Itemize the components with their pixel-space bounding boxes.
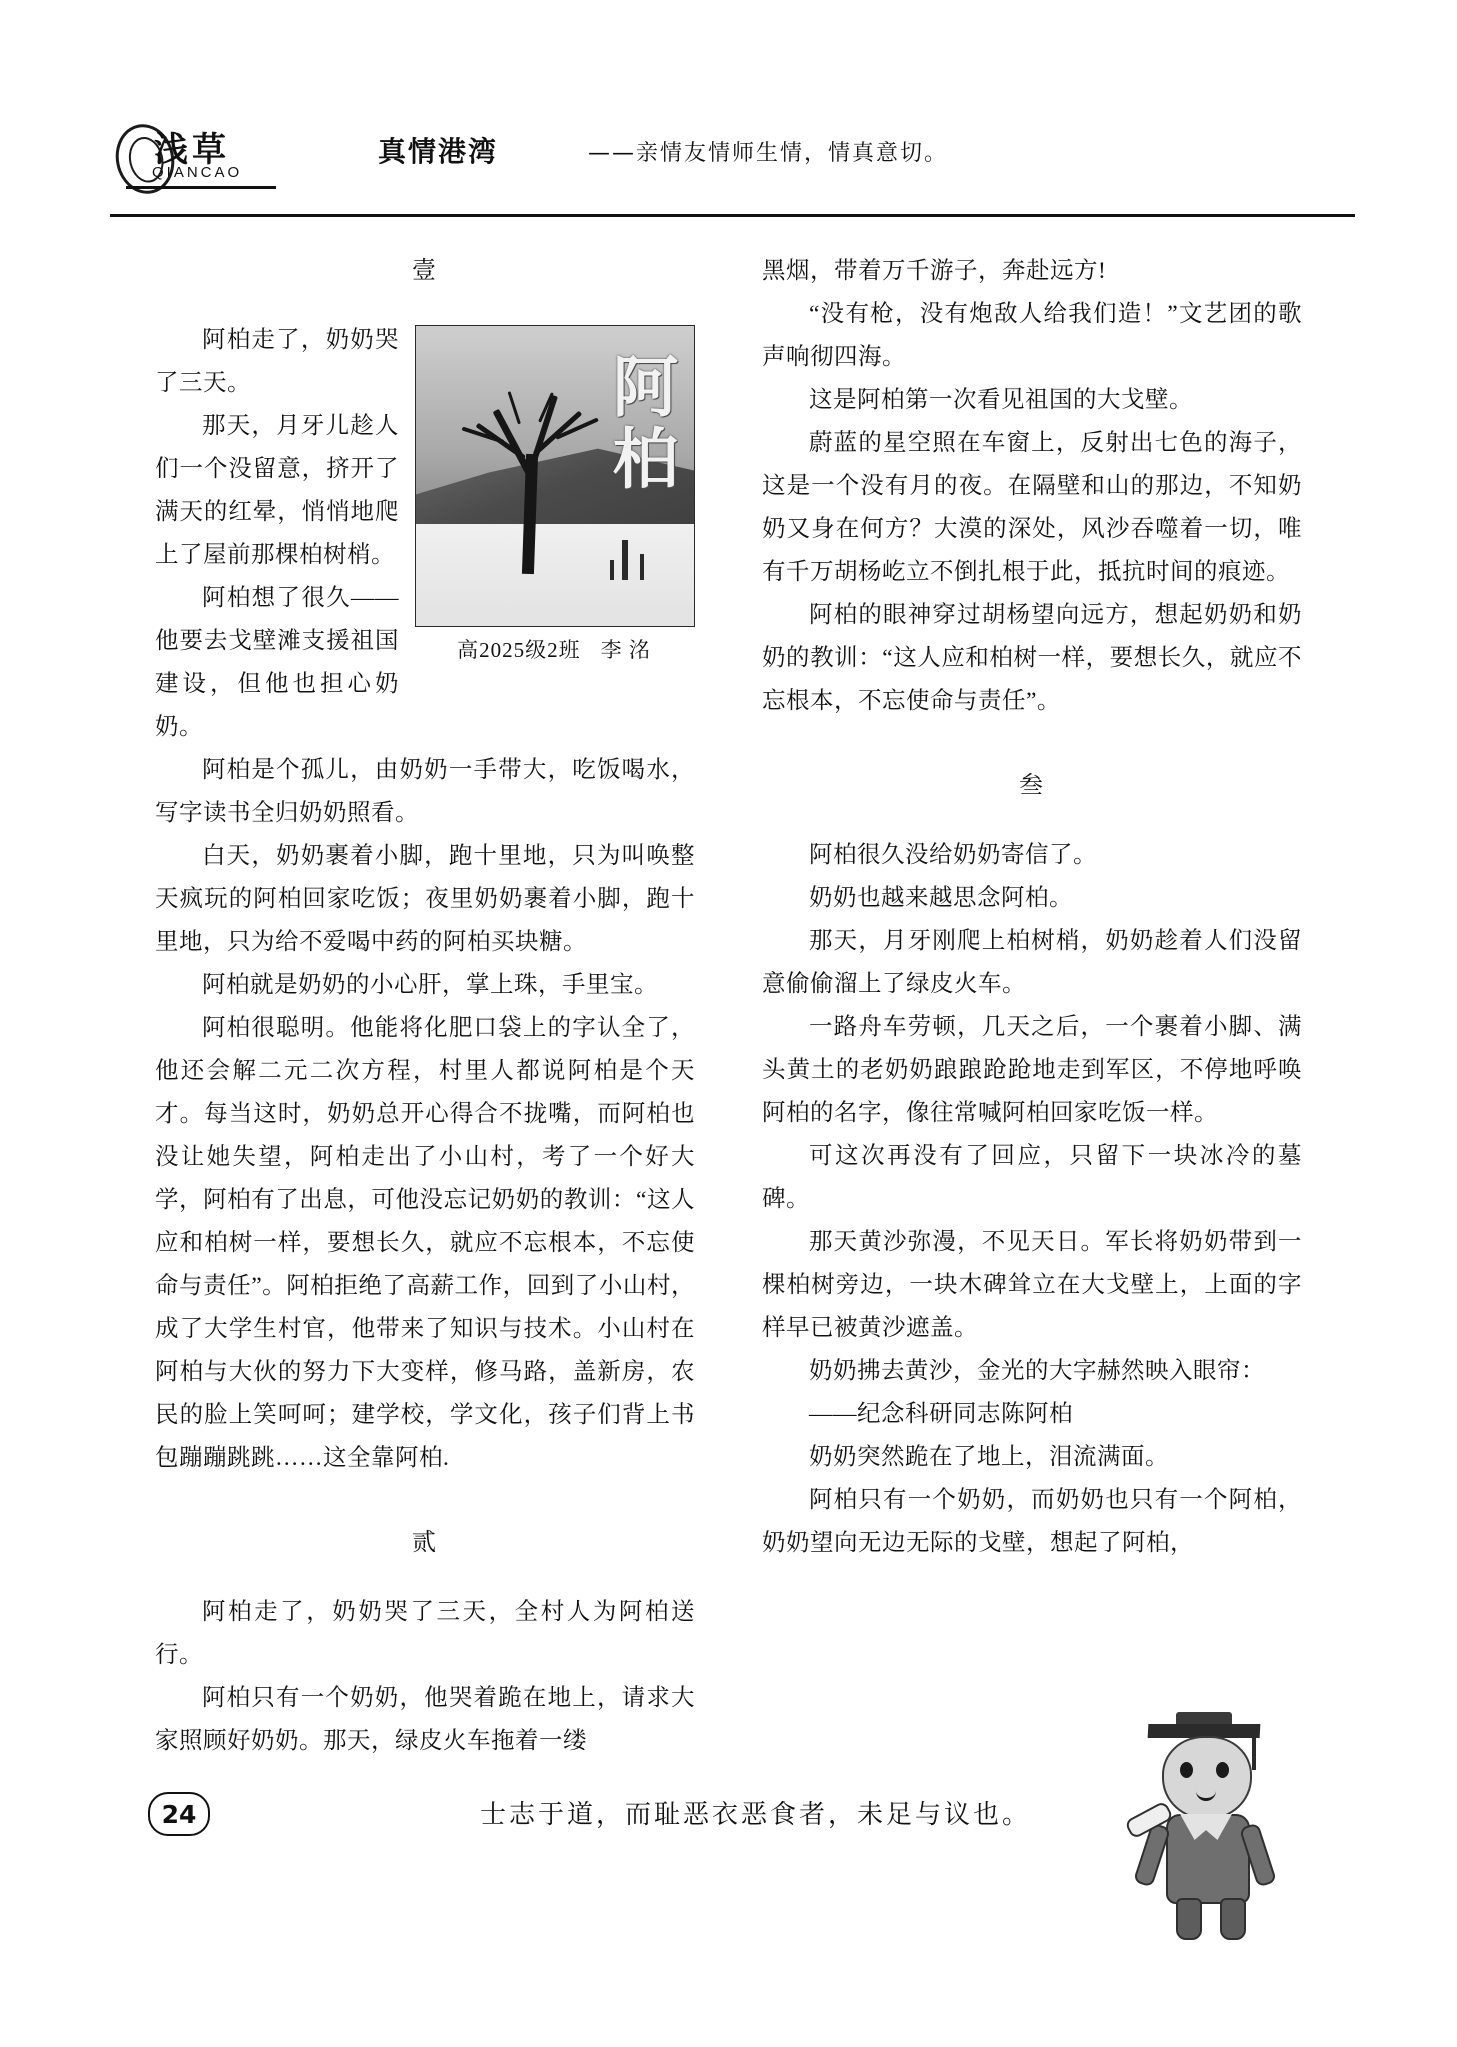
page-header	[110, 120, 1355, 200]
paragraph: 这是阿柏第一次看见祖国的大戈壁。	[809, 387, 1193, 413]
paragraph: 奶奶突然跪在了地上，泪流满面。	[809, 1444, 1169, 1470]
magazine-logo	[110, 120, 280, 192]
paragraph: 阿柏很久没给奶奶寄信了。	[809, 842, 1097, 868]
photo-dead-tree	[462, 384, 602, 574]
logo-chinese-name: 浅草	[154, 130, 230, 170]
section-number-two: 贰	[412, 1530, 438, 1556]
paragraph: 阿柏就是奶奶的小心肝，掌上珠，手里宝。	[202, 972, 658, 998]
paragraph: 阿柏的眼神穿过胡杨望向远方，想起奶奶和奶奶的教训：“这人应和柏树一样，要想长久，就应不忘根本，不忘使命与责任”。	[762, 602, 1302, 714]
figure-caption-class: 高2025级2班	[457, 638, 581, 662]
paragraph: 阿柏只有一个奶奶，他哭着跪在地上，请求大家照顾好奶奶。那天，绿皮火车拖着一缕	[155, 1685, 695, 1754]
right-column	[762, 250, 1302, 1565]
left-column	[155, 250, 695, 1763]
paragraph: 阿柏是个孤儿，由奶奶一手带大，吃饭喝水，写字读书全归奶奶照看。	[155, 757, 695, 826]
logo-underline	[126, 186, 276, 189]
paragraph: 阿柏只有一个奶奶，而奶奶也只有一个阿柏，奶奶望向无边无际的戈壁，想起了阿柏，	[762, 1487, 1302, 1556]
photo-overlay-title: 阿柏	[601, 352, 678, 496]
paragraph: 蔚蓝的星空照在车窗上，反射出七色的海子，这是一个没有月的夜。在隔壁和山的那边，不知奶奶又身在何方？大漠的深处，风沙吞噬着一切，唯有千万胡杨屹立不倒扎根于此，抵抗时间的痕迹。	[762, 430, 1302, 585]
section-number-one: 壹	[412, 258, 438, 284]
mascot-tassel	[1252, 1730, 1256, 1770]
paragraph: 那天黄沙弥漫，不见天日。军长将奶奶带到一棵柏树旁边，一块木碑耸立在大戈壁上，上面的字样早已被黄沙遮盖。	[762, 1229, 1302, 1341]
mascot-leg-right	[1220, 1898, 1246, 1940]
paragraph: 阿柏走了，奶奶哭了三天。	[155, 327, 399, 396]
graduate-mascot-icon	[1120, 1718, 1310, 1948]
mascot-head	[1162, 1736, 1252, 1820]
mascot-eye-left	[1180, 1762, 1193, 1778]
paragraph: 白天，奶奶裹着小脚，跑十里地，只为叫唤整天疯玩的阿柏回家吃饭；夜里奶奶裹着小脚，跑十里地，只为给不爱喝中药的阿柏买块糖。	[155, 843, 695, 955]
tree-branch	[508, 391, 521, 424]
photo-stump	[640, 554, 644, 580]
paragraph: 奶奶拂去黄沙，金光的大字赫然映入眼帘：	[809, 1358, 1265, 1384]
paragraph: 黑烟，带着万千游子，奔赴远方!	[762, 258, 1107, 284]
footer-quote: 士志于道，而耻恶衣恶食者，未足与议也。	[480, 1800, 1032, 1830]
paragraph: 可这次再没有了回应，只留下一块冰冷的墓碑。	[762, 1143, 1302, 1212]
paragraph: 阿柏走了，奶奶哭了三天，全村人为阿柏送行。	[155, 1599, 695, 1668]
paragraph: “没有枪，没有炮敌人给我们造！”文艺团的歌声响彻四海。	[762, 301, 1302, 370]
header-divider	[110, 214, 1355, 217]
page-number: 24	[148, 1792, 210, 1836]
paragraph: 那天，月牙刚爬上柏树梢，奶奶趁着人们没留意偷偷溜上了绿皮火车。	[762, 928, 1302, 997]
photo-stump	[622, 540, 628, 580]
figure-caption	[415, 633, 693, 667]
paragraph: 阿柏想了很久——他要去戈壁滩支援祖国建设，但他也担心奶奶。	[155, 585, 399, 740]
paragraph: ——纪念科研同志陈阿柏	[809, 1401, 1073, 1427]
mascot-leg-left	[1176, 1898, 1202, 1940]
paragraph: 奶奶也越来越思念阿柏。	[809, 885, 1073, 911]
figure-caption-author: 李 洺	[600, 638, 651, 662]
article-figure	[415, 325, 695, 667]
logo-english-name: QIANCAO	[152, 164, 243, 181]
section-number-three: 叁	[1019, 773, 1045, 799]
section-subtitle: ——亲情友情师生情，情真意切。	[588, 141, 949, 166]
desert-tree-photo	[415, 325, 695, 627]
paragraph: 一路舟车劳顿，几天之后，一个裹着小脚、满头黄土的老奶奶踉踉跄跄地走到军区，不停地呼唤阿柏的名字，像往常喊阿柏回家吃饭一样。	[762, 1014, 1302, 1126]
section-title: 真情港湾	[378, 135, 499, 168]
photo-stump	[610, 560, 614, 580]
paragraph: 那天，月牙儿趁人们一个没留意，挤开了满天的红晕，悄悄地爬上了屋前那棵柏树梢。	[155, 413, 399, 568]
paragraph: 阿柏很聪明。他能将化肥口袋上的字认全了，他还会解二元二次方程，村里人都说阿柏是个天才。每当这时，奶奶总开心得合不拢嘴，而阿柏也没让她失望，阿柏走出了小山村，考了一个好大学，阿柏有了出息，可他没忘记奶奶的教训：“这人应和柏树一样，要想长久，就应不忘根本，不忘使命与责任”。阿柏拒绝了高薪工作，回到了小山村，成了大学生村官，他带来了知识与技术。小山村在阿柏与大伙的努力下大变样，修马路，盖新房，农民的脸上笑呵呵；建学校，学文化，孩子们背上书包蹦蹦跳跳……这全靠阿柏.	[155, 1015, 695, 1471]
mascot-eye-right	[1216, 1762, 1229, 1778]
